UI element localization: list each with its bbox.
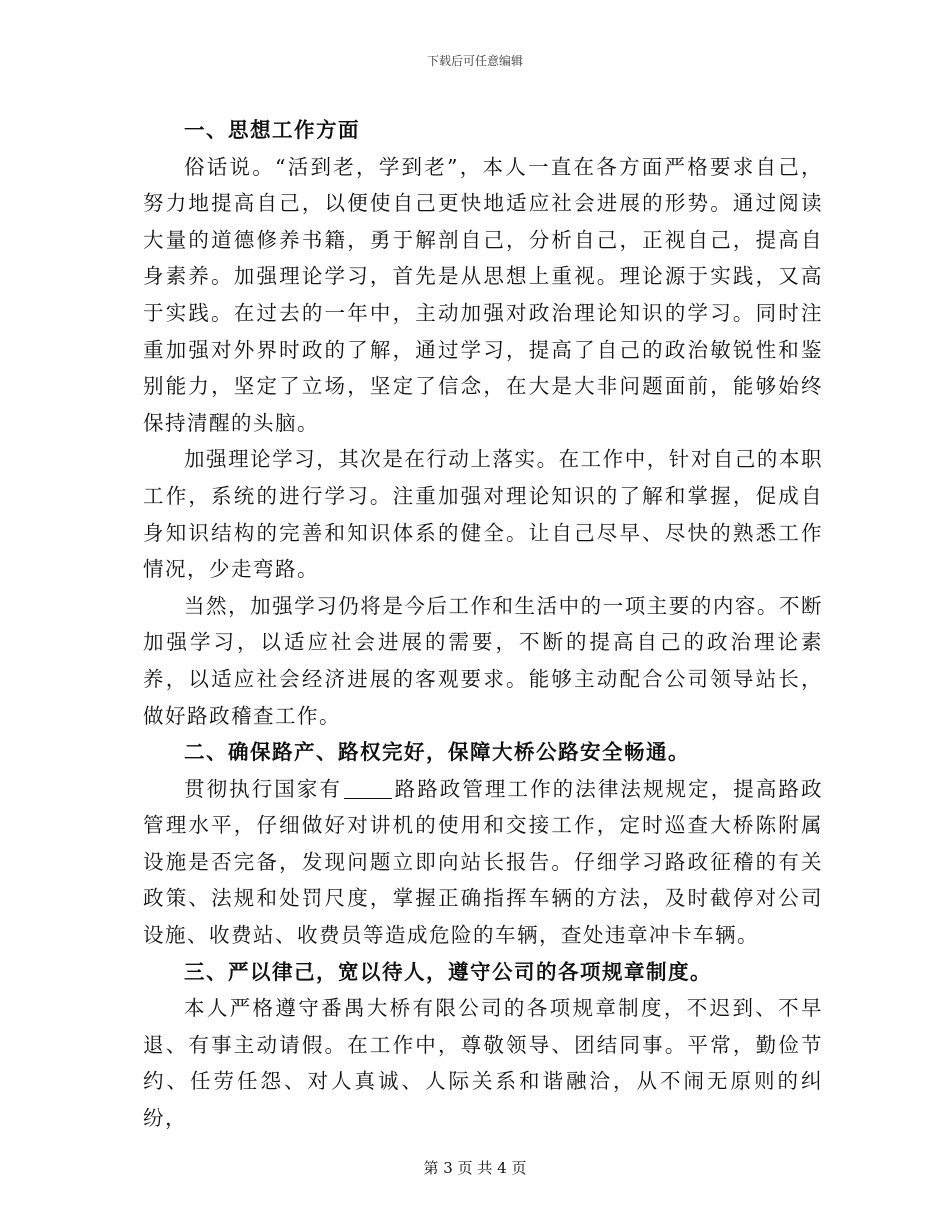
fill-in-blank (344, 777, 392, 799)
page-header-note: 下载后可任意编辑 (426, 54, 523, 68)
section-2-text-after-blank: 路路政管理工作的法律法规规定，提高路政管理水平，仔细做好对讲机的使用和交接工作，定时巡查大桥陈附属设施是否完备，发现问题立即向站长报告。仔细学习路政征稽的有关政策、法规和处罚尺度，掌握正确指挥车辆的方法，及时截停对公司设施、收费站、收费员等造成危险的车辆，查处违章冲卡车辆。 (143, 776, 824, 948)
section-1-heading: 一、思想工作方面 (184, 118, 360, 142)
section-3-heading: 三、严以律己，宽以待人，遵守公司的各项规章制度。 (184, 959, 712, 984)
section-2-text-before-blank: 贯彻执行国家有 (184, 776, 343, 801)
section-1-paragraph-1: 俗话说。“活到老，学到老”，本人一直在各方面严格要求自己，努力地提高自己，以便使自己更快地适应社会进展的形势。通过阅读大量的道德修养书籍，勇于解剖自己，分析自己，正视自己，提高自身素养。加强理论学习，首先是从思想上重视。理论源于实践，又高于实践。在过去的一年中，主动加强对政治理论知识的学习。同时注重加强对外界时政的了解，通过学习，提高了自己的政治敏锐性和鉴别能力，坚定了立场，坚定了信念，在大是大非问题面前，能够始终保持清醒的头脑。 (143, 154, 823, 435)
page-number-footer: 第 3 页 共 4 页 (423, 1159, 527, 1177)
section-1-paragraph-3: 当然，加强学习仍将是今后工作和生活中的一项主要的内容。不断加强学习，以适应社会进展的需要，不断的提高自己的政治理论素养，以适应社会经济进展的客观要求。能够主动配合公司领导站长，做好路政稽查工作。 (143, 593, 823, 728)
section-1-paragraph-2: 加强理论学习，其次是在行动上落实。在工作中，针对自己的本职工作，系统的进行学习。注重加强对理论知识的了解和掌握，促成自身知识结构的完善和知识体系的健全。让自己尽早、尽快的熟悉工作情况，少走弯路。 (143, 447, 823, 582)
section-3-paragraph-1: 本人严格遵守番禺大桥有限公司的各项规章制度，不迟到、不早退、有事主动请假。在工作中，尊敬领导、团结同事。平常，勤俭节约、任劳任怨、对人真诚、人际关系和谐融洽，从不闹无原则的纠纷， (143, 996, 823, 1131)
section-2-paragraph-1 (143, 771, 823, 954)
section-2-heading: 二、确保路产、路权完好，保障大桥公路安全畅通。 (184, 740, 690, 765)
document-body (143, 112, 823, 1137)
